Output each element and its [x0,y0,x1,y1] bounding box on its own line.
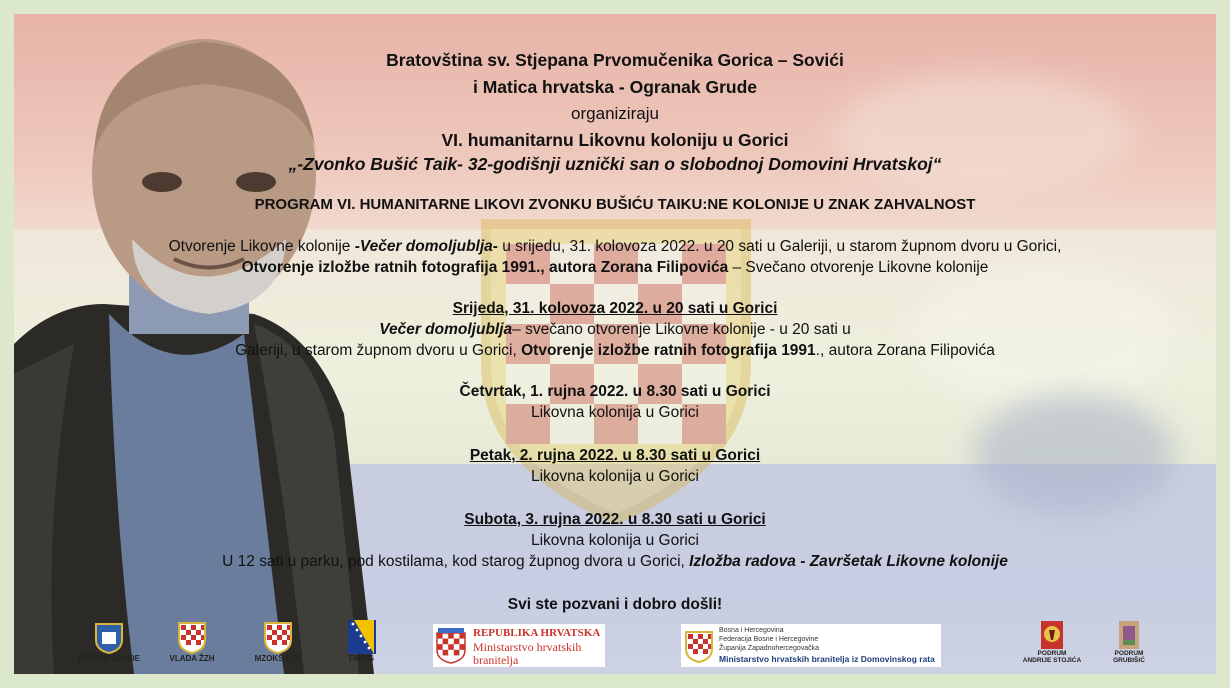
logo-vlada-zzh: VLADA ŽZH [162,620,222,663]
logo-ministarstvo-zzh: Bosna i Hercegovina Federacija Bosne i Hercegovine Županija Zapadnohercegovačka Ministarstvo hrvatskih branitelja iz Domovinskog rata [681,624,941,667]
checkerboard-shield-icon [684,629,714,663]
invitation: Svi ste pozvani i dobro došli! [507,596,723,613]
day4-date: Subota, 3. rujna 2022. u 8.30 sati u Gorici [464,511,766,528]
logo-republika-hrvatska: REPUBLIKA HRVATSKA Ministarstvo hrvatskih branitelja [433,624,605,667]
event-title: VI. humanitarnu Likovnu koloniju u Gorici [441,130,789,150]
day4-closing: U 12 sati u parku, pod kostilama, kod starog župnog dvora u Gorici, Izložba radova - Završetak Likovne kolonije [222,553,1008,570]
org-line-2: i Matica hrvatska - Ogranak Grude [473,77,757,97]
program-heading: PROGRAM VI. HUMANITARNE LIKOVI ZVONKU BUŠIĆU TAIKU:NE KOLONIJE U ZNAK ZAHVALNOST [254,196,976,213]
day2-date: Četvrtak, 1. rujna 2022. u 8.30 sati u Gorici [459,383,771,400]
day3-desc: Likovna kolonija u Gorici [530,468,699,485]
logo-fmkis: FMKIS [334,620,389,663]
bih-flag-icon [348,620,376,654]
wine-cellar-emblem-icon [1118,620,1140,650]
day1-date: Srijeda, 31. kolovoza 2022. u 20 sati u Gorici [452,300,778,317]
grude-crest-icon [94,622,124,654]
logo-podrum-grubisic: PODRUM GRUBIŠIĆ [1104,620,1154,664]
croatian-coat-of-arms-icon [436,628,466,664]
logo-mzoks-zzh: MZOKŠ ŽZH [248,620,308,663]
event-subtitle: „-Zvonko Bušić Taik- 32-godišnji uznički san o slobodnoj Domovini Hrvatskoj“ [288,154,942,174]
intro-line-2: Otvorenje izložbe ratnih fotografija 1991., autora Zorana Filipovića – Svečano otvorenje Likovne kolonije [241,259,989,276]
checkerboard-shield-icon [263,620,293,654]
logo-podrum-stojic: PODRUM ANDRIJE STOJIĆA [1022,620,1082,664]
day2-desc: Likovna kolonija u Gorici [530,404,699,421]
organizer-verb: organiziraju [571,104,659,123]
checkerboard-shield-icon [177,620,207,654]
day4-desc: Likovna kolonija u Gorici [530,532,699,549]
intro-line-1: Otvorenje Likovne kolonije -Večer domoljublja- u srijedu, 31. kolovoza 2022. u 20 sati u Galeriji, u starom župnom dvoru u Gorici, [168,238,1062,255]
wine-cellar-emblem-icon [1040,620,1064,650]
logo-opcina-grude: OPĆINA GRUDE [69,622,149,663]
day1-line-1: Večer domoljublja– svečano otvorenje Likovne kolonije - u 20 sati u [379,321,851,338]
sponsor-logos [14,614,1216,674]
day1-line-2: Galeriji, u starom župnom dvoru u Gorici, Otvorenje izložbe ratnih fotografija 1991., autora Zorana Filipovića [235,342,995,359]
org-line-1: Bratovština sv. Stjepana Prvomučenika Gorica – Sovići [386,50,844,70]
day3-date: Petak, 2. rujna 2022. u 8.30 sati u Gorici [469,447,761,464]
